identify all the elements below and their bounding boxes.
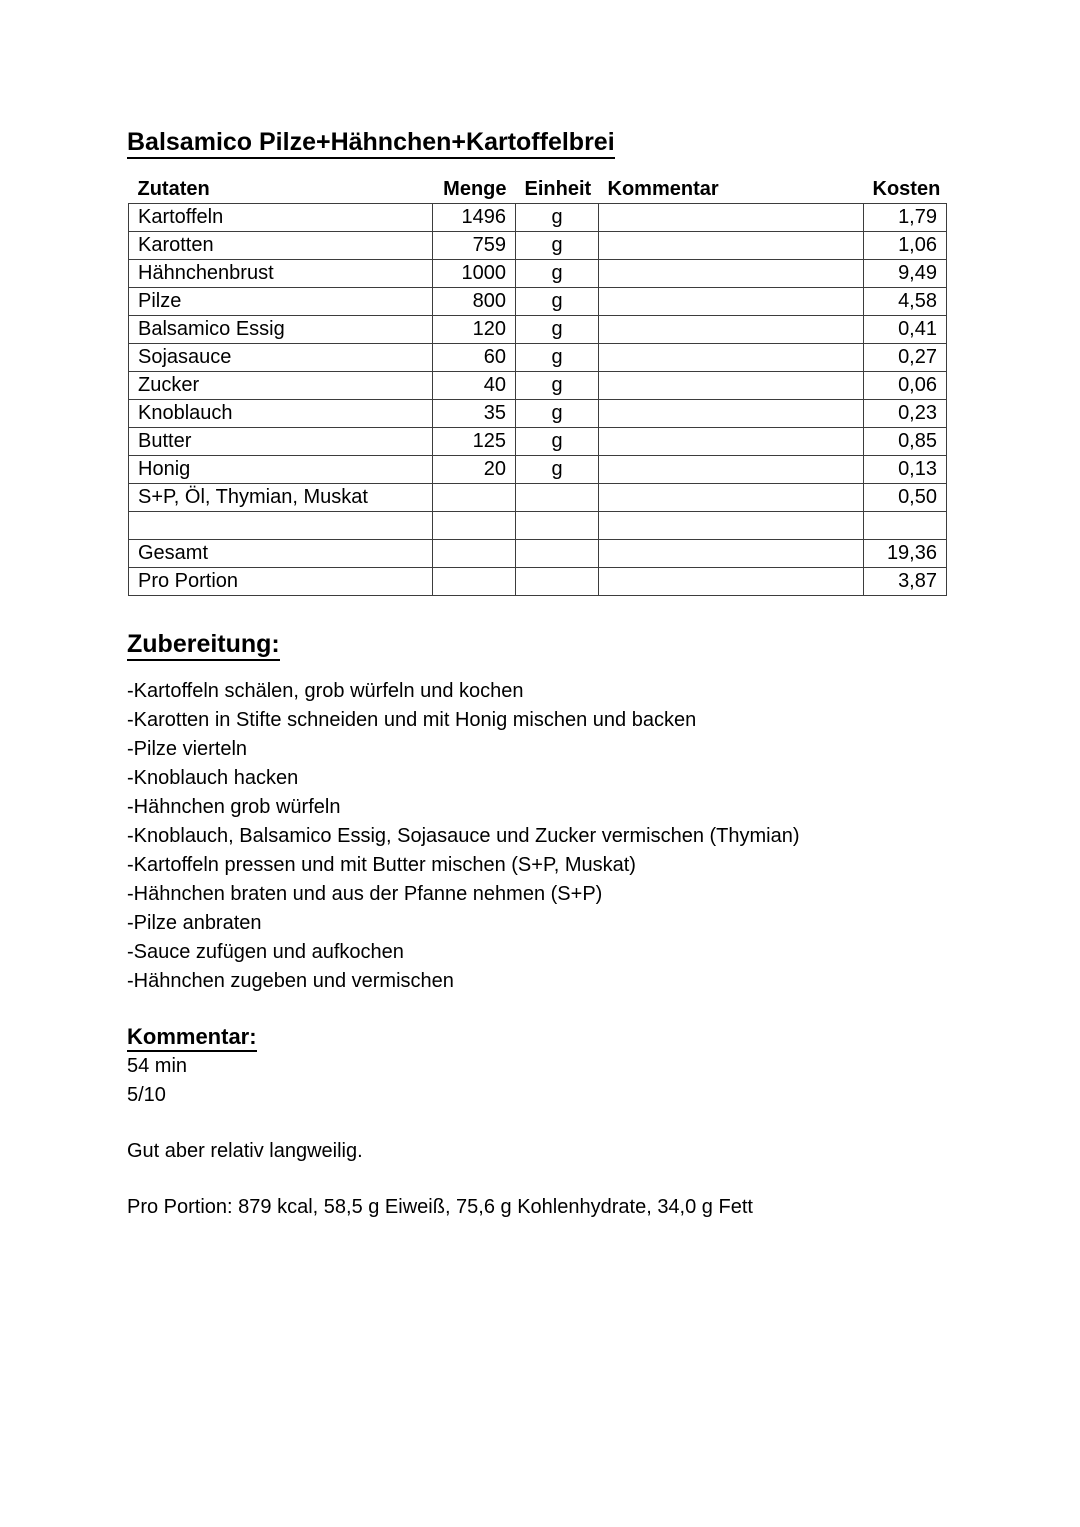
cell-kommentar: [599, 512, 864, 540]
zubereitung-heading-text: Zubereitung:: [127, 631, 280, 661]
cell-menge: [433, 568, 516, 596]
cell-zutat: Kartoffeln: [129, 204, 433, 232]
cell-menge: [433, 540, 516, 568]
column-header-kosten: Kosten: [872, 178, 941, 200]
cell-menge: [433, 512, 516, 540]
table-row: [129, 400, 947, 428]
cell-einheit: g: [516, 260, 599, 288]
cell-menge: 40: [433, 372, 516, 400]
cell-einheit: g: [516, 288, 599, 316]
cell-einheit: g: [516, 204, 599, 232]
cell-menge: 1496: [433, 204, 516, 232]
cell-einheit: g: [516, 428, 599, 456]
cell-kosten: 0,27: [864, 344, 947, 372]
cell-menge: 800: [433, 288, 516, 316]
step-line: -Knoblauch, Balsamico Essig, Sojasauce und Zucker vermischen (Thymian): [127, 825, 800, 847]
cell-einheit: g: [516, 316, 599, 344]
kommentar-details: [127, 1052, 187, 1110]
table-row-empty: [129, 512, 947, 540]
cell-kosten: 0,06: [864, 372, 947, 400]
cell-einheit: g: [516, 232, 599, 260]
cell-menge: 759: [433, 232, 516, 260]
cell-kosten: 0,85: [864, 428, 947, 456]
nutrition-text: Pro Portion: 879 kcal, 58,5 g Eiweiß, 75,6 g Kohlenhydrate, 34,0 g Fett: [127, 1196, 753, 1218]
column-header-menge: Menge: [443, 178, 507, 200]
cell-kosten: 0,50: [864, 484, 947, 512]
cell-zutat: Pilze: [129, 288, 433, 316]
cell-kommentar: [599, 540, 864, 568]
zubereitung-steps: [127, 677, 800, 996]
cell-zutat: Honig: [129, 456, 433, 484]
cell-kosten: [864, 512, 947, 540]
table-row: [129, 260, 947, 288]
table-row-gesamt: [129, 540, 947, 568]
cell-menge: 35: [433, 400, 516, 428]
cell-zutat: Hähnchenbrust: [129, 260, 433, 288]
step-line: -Knoblauch hacken: [127, 767, 299, 789]
step-line: -Kartoffeln pressen und mit Butter mischen (S+P, Muskat): [127, 854, 636, 876]
step-line: -Hähnchen braten und aus der Pfanne nehmen (S+P): [127, 883, 603, 905]
cell-kosten: 19,36: [864, 540, 947, 568]
kommentar-heading-text: Kommentar:: [127, 1025, 257, 1052]
cell-kommentar: [599, 204, 864, 232]
cell-kommentar: [599, 484, 864, 512]
table-row-pro-portion: [129, 568, 947, 596]
table-row: [129, 484, 947, 512]
cell-zutat: Gesamt: [129, 540, 433, 568]
cell-menge: 125: [433, 428, 516, 456]
kommentar-heading: [127, 1022, 257, 1052]
cell-zutat: Sojasauce: [129, 344, 433, 372]
step-line: -Sauce zufügen und aufkochen: [127, 941, 404, 963]
cell-menge: 120: [433, 316, 516, 344]
cell-kommentar: [599, 288, 864, 316]
cell-kosten: 3,87: [864, 568, 947, 596]
cell-kommentar: [599, 456, 864, 484]
cell-kosten: 4,58: [864, 288, 947, 316]
cell-kosten: 1,79: [864, 204, 947, 232]
cell-menge: 60: [433, 344, 516, 372]
cell-kommentar: [599, 400, 864, 428]
step-line: -Karotten in Stifte schneiden und mit Honig mischen und backen: [127, 709, 697, 731]
cell-kosten: 9,49: [864, 260, 947, 288]
cell-einheit: [516, 484, 599, 512]
cell-einheit: [516, 568, 599, 596]
cell-einheit: g: [516, 372, 599, 400]
cell-kommentar: [599, 568, 864, 596]
column-header-kommentar: Kommentar: [607, 178, 719, 200]
rating-text: 5/10: [127, 1084, 166, 1106]
cell-kosten: 0,41: [864, 316, 947, 344]
page-title-text: Balsamico Pilze+Hähnchen+Kartoffelbrei: [127, 129, 615, 159]
table-row: [129, 428, 947, 456]
cell-kommentar: [599, 372, 864, 400]
cell-zutat: [129, 512, 433, 540]
table-row: [129, 232, 947, 260]
step-line: -Pilze anbraten: [127, 912, 262, 934]
cell-menge: [433, 484, 516, 512]
cell-kosten: 0,23: [864, 400, 947, 428]
verdict-text: Gut aber relativ langweilig.: [127, 1140, 363, 1162]
cell-zutat: Butter: [129, 428, 433, 456]
cell-zutat: Zucker: [129, 372, 433, 400]
cell-einheit: g: [516, 344, 599, 372]
cell-kommentar: [599, 316, 864, 344]
table-header-row: [129, 176, 947, 204]
cell-kosten: 0,13: [864, 456, 947, 484]
cell-kommentar: [599, 260, 864, 288]
duration-text: 54 min: [127, 1055, 188, 1077]
table-row: [129, 316, 947, 344]
cell-einheit: g: [516, 400, 599, 428]
step-line: -Kartoffeln schälen, grob würfeln und kochen: [127, 680, 524, 702]
cell-menge: 1000: [433, 260, 516, 288]
cell-menge: 20: [433, 456, 516, 484]
page-title: [127, 127, 615, 159]
step-line: -Pilze vierteln: [127, 738, 248, 760]
cell-zutat: Balsamico Essig: [129, 316, 433, 344]
table-row: [129, 204, 947, 232]
table-row: [129, 288, 947, 316]
ingredients-table: [128, 176, 947, 596]
table-row: [129, 456, 947, 484]
step-line: -Hähnchen zugeben und vermischen: [127, 970, 454, 992]
table-row: [129, 372, 947, 400]
cell-kosten: 1,06: [864, 232, 947, 260]
step-line: -Hähnchen grob würfeln: [127, 796, 341, 818]
column-header-zutaten: Zutaten: [137, 178, 210, 200]
cell-einheit: [516, 540, 599, 568]
cell-zutat: S+P, Öl, Thymian, Muskat: [129, 484, 433, 512]
cell-kommentar: [599, 428, 864, 456]
zubereitung-heading: [127, 629, 280, 661]
cell-zutat: Karotten: [129, 232, 433, 260]
cell-kommentar: [599, 344, 864, 372]
column-header-einheit: Einheit: [524, 178, 592, 200]
table-row: [129, 344, 947, 372]
cell-einheit: [516, 512, 599, 540]
cell-zutat: Knoblauch: [129, 400, 433, 428]
cell-zutat: Pro Portion: [129, 568, 433, 596]
cell-einheit: g: [516, 456, 599, 484]
cell-kommentar: [599, 232, 864, 260]
